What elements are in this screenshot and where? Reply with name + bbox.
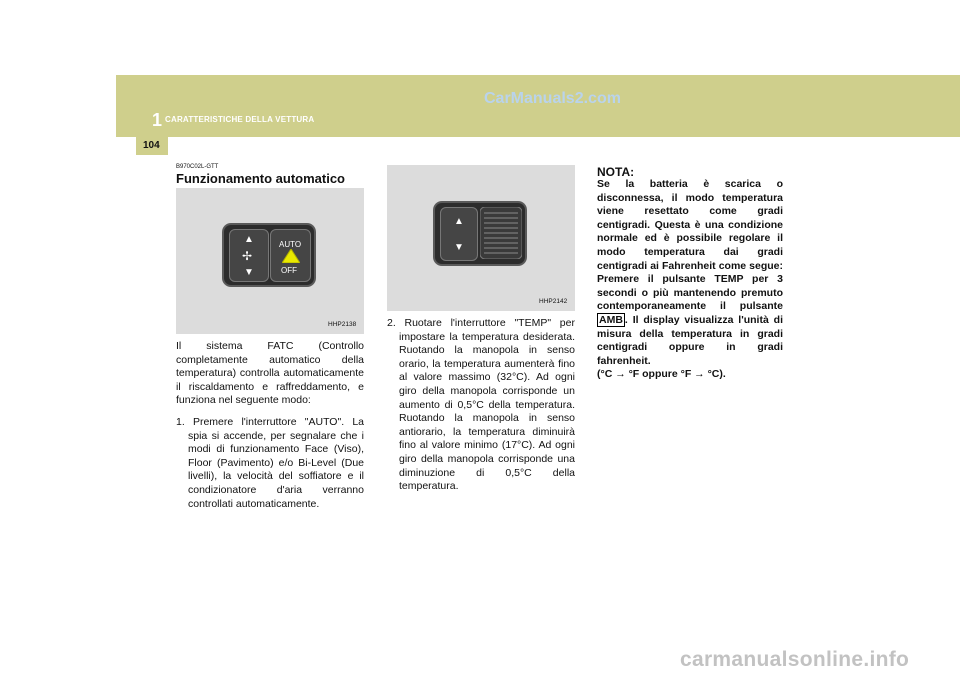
footer-watermark[interactable]: carmanualsonline.info [680,648,910,671]
off-label: OFF [281,266,297,275]
fan-speed-button [229,229,269,282]
note-text-after: . Il display visualizza l'unità di misura della temperatura in gradi centigradi oppure in gradi fahrenheit. [597,313,783,367]
down-arrow-icon: ▼ [244,267,254,278]
column-1-text [176,340,364,511]
figure-code: HHP2142 [539,298,568,305]
page-number: 104 [143,140,160,151]
amb-button-label: AMB [599,313,623,326]
step-1: 1. Premere l'interruttore "AUTO". La spia si accende, per segnalare che i modi di funzionamento Face (Viso), Floor (Pavimento) e/o Bi-Level (Due livelli), la velocità del soffiatore e il condizionatore d'aria verranno controllati automaticamente. [176,415,364,510]
note-body [597,178,783,382]
auto-label: AUTO [279,240,302,249]
section-title: Funzionamento automatico [176,171,345,186]
figure-code: HHP2138 [328,321,357,328]
temp-knob-grille [480,207,522,259]
note-title: NOTA: [597,165,635,179]
up-arrow-icon: ▲ [454,216,464,227]
figure-auto-off-panel [176,188,364,334]
note-conversion: (°C → °F oppure °F → °C). [597,368,726,381]
chapter-number: 1 [152,110,163,130]
chapter-title: CARATTERISTICHE DELLA VETTURA [165,115,315,124]
note-text-before: Se la batteria è scarica o disconnessa, il modo temperatura viene resettato come gradi centigradi. Questa è una condizione normale ed è possibile regolare il modo temperatura dai gradi centigradi ai Fahrenheit come segue: Premere il pulsante TEMP per 3 secondi o più mantenendo premuto contemporaneamente il pulsante [597,178,783,313]
up-arrow-icon: ▲ [244,234,254,245]
temp-control-panel [435,203,525,264]
down-arrow-icon: ▼ [454,242,464,253]
column-2-text [387,317,575,494]
temp-button [440,207,478,261]
watermark-link[interactable]: CarManuals2.com [484,90,621,107]
figure-temp-panel [387,165,575,311]
fan-icon: ✢ [242,249,253,263]
auto-off-button [270,229,311,282]
intro-paragraph: Il sistema FATC (Controllo completamente automatico della temperatura) controlla automaticamente il riscaldamento e raffreddamento, e funziona nel seguente modo: [176,340,364,407]
indicator-arrow-icon [282,249,300,263]
section-code: B970C02L-GTT [176,164,219,170]
step-2: 2. Ruotare l'interruttore "TEMP" per impostare la temperatura desiderata. Ruotando la manopola in senso orario, la temperatura aumenterà fino al valore massimo (32°C). Ad ogni giro della manopola corrisponde un aumento di 0,5°C della temperatura. Ruotando la manopola in senso antiorario, la temperatura diminuirà fino al valore minimo (17°C). Ad ogni giro della manopola corrisponde una diminuzione di 0,5°C della temperatura. [387,317,575,493]
control-panel [224,225,314,285]
